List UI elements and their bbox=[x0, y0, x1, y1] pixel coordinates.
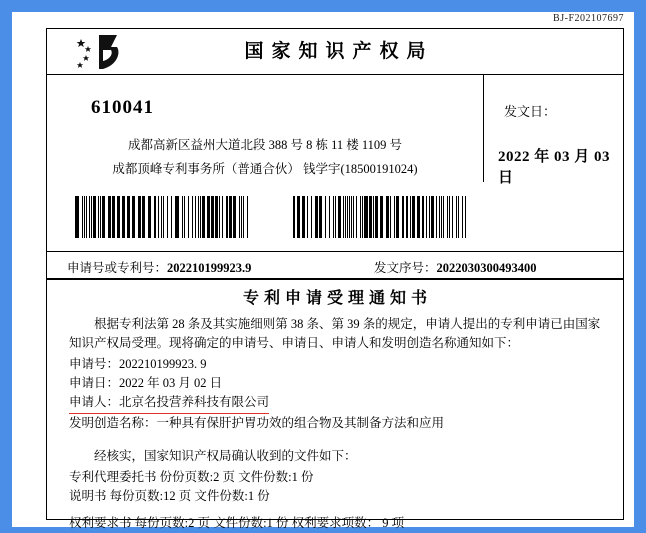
document-item-description: 说明书 每份页数:12 页 文件份数:1 份 bbox=[69, 489, 270, 503]
send-number bbox=[374, 258, 537, 276]
number-row bbox=[47, 252, 623, 280]
body-spacer-1 bbox=[69, 433, 607, 447]
document-page bbox=[12, 12, 634, 530]
issue-date-block bbox=[484, 75, 623, 186]
application-number-label: 申请号或专利号： bbox=[67, 261, 168, 275]
application-number bbox=[67, 258, 251, 276]
document-title: 专利申请受理通知书 bbox=[242, 290, 432, 307]
field-applicant-text: 申请人：北京名投营养科技有限公司 bbox=[69, 393, 269, 414]
document-item-power-of-attorney: 专利代理委托书 份份页数:2 页 文件份数:1 份 bbox=[69, 470, 314, 484]
document-code: BJ-F202107697 bbox=[553, 13, 624, 24]
paragraph-documents-received: 经核实，国家知识产权局确认收到的文件如下： bbox=[94, 449, 357, 463]
field-application-number: 申请号：202210199923. 9 bbox=[69, 357, 207, 371]
field-invention-title: 发明创造名称：一种具有保肝护胃功效的组合物及其制备方法和应用 bbox=[69, 416, 445, 430]
body-spacer-2 bbox=[69, 506, 607, 514]
issue-date-value: 2022 年 03 月 03 日 bbox=[498, 149, 611, 186]
paragraph-legal-basis: 根据专利法第 28 条及其实施细则第 38 条、第 39 条的规定，申请人提出的专利申请已由国家知识产权局受理。现将确定的申请号、申请日、申请人和发明创造名称通知如下： bbox=[69, 317, 601, 350]
barcode-application-number bbox=[75, 196, 251, 238]
field-application-date: 申请日：2022 年 03 月 02 日 bbox=[69, 376, 223, 390]
document-frame bbox=[46, 28, 624, 530]
issue-date-label: 发文日： bbox=[504, 104, 557, 119]
barcode-row bbox=[47, 182, 623, 252]
document-body bbox=[69, 315, 607, 533]
send-number-label: 发文序号： bbox=[374, 261, 437, 275]
postcode: 610041 bbox=[91, 97, 154, 118]
document-header bbox=[47, 29, 623, 75]
barcode-send-number bbox=[293, 196, 469, 238]
address-line-2: 成都顶峰专利事务所（普通合伙） 钱学宇(18500191024) bbox=[112, 162, 418, 176]
address-block bbox=[47, 75, 484, 182]
document-item-claims: 权利要求书 每份页数:2 页 文件份数:1 份 权利要求项数： 9 项 bbox=[69, 516, 405, 530]
send-number-value: 2022030300493400 bbox=[436, 261, 537, 275]
address-line-1: 成都高新区益州大道北段 388 号 8 栋 11 楼 1109 号 bbox=[127, 138, 403, 152]
organization-title: 国家知识产权局 bbox=[244, 41, 434, 62]
field-applicant bbox=[69, 393, 607, 414]
application-number-value: 202210199923.9 bbox=[167, 261, 252, 275]
